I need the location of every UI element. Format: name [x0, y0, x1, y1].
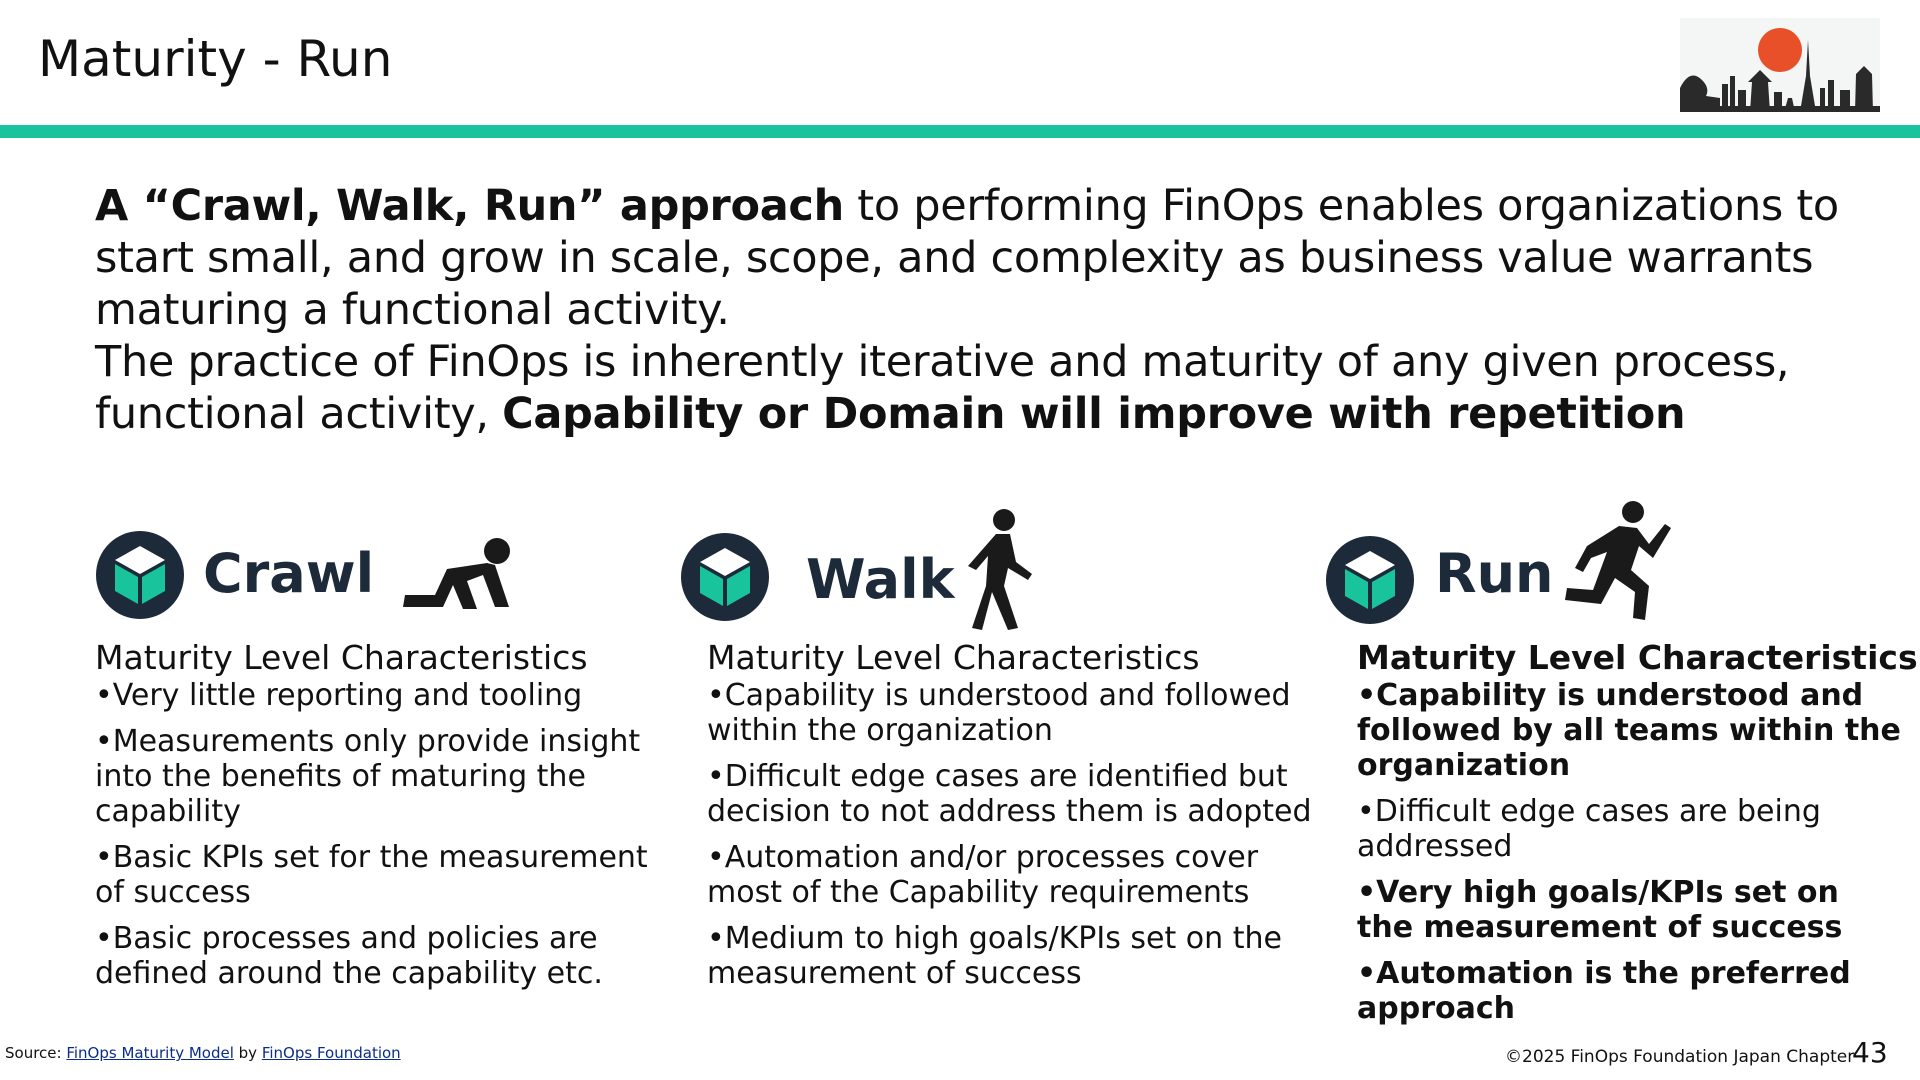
- intro-paragraph-1: [95, 180, 1885, 336]
- source-label: Source:: [5, 1044, 67, 1062]
- maturity-heading-crawl: Maturity Level Characteristics: [95, 638, 588, 677]
- list-item: •Measurements only provide insight into the benefits of maturing the capability: [95, 724, 641, 829]
- running-person-icon: [1561, 500, 1673, 624]
- intro-bold-tail: Capability or Domain will improve with repetition: [502, 389, 1686, 439]
- stage-name-walk: Walk: [806, 548, 955, 611]
- header-accent-bar: [0, 125, 1920, 138]
- intro-paragraph-2: [95, 336, 1885, 440]
- bullet-list-crawl: [95, 678, 675, 1002]
- finops-cube-icon: [680, 532, 770, 622]
- intro-text: [95, 180, 1885, 440]
- intro-rest-2: The practice of FinOps is inherently iterative and maturity of any given process, functional activity,: [95, 337, 1790, 439]
- intro-bold-lead: A “Crawl, Walk, Run” approach: [95, 181, 844, 231]
- finops-cube-icon: [1325, 535, 1415, 625]
- list-item: •Medium to high goals/KPIs set on the measurement of success: [707, 921, 1282, 991]
- source-citation: [5, 1044, 401, 1062]
- slide-title: Maturity - Run: [38, 30, 393, 88]
- maturity-heading-walk: Maturity Level Characteristics: [707, 638, 1200, 677]
- walking-person-icon: [958, 508, 1042, 632]
- bullet-list-run: [1357, 678, 1905, 1037]
- sun-icon: [1758, 28, 1802, 72]
- maturity-model-link[interactable]: FinOps Maturity Model: [66, 1044, 234, 1062]
- page-number: 43: [1852, 1036, 1888, 1069]
- maturity-heading-run: Maturity Level Characteristics: [1357, 638, 1918, 677]
- list-item: •Difficult edge cases are being addressed: [1357, 794, 1821, 864]
- source-by: by: [233, 1044, 262, 1062]
- list-item: •Very high goals/KPIs set on the measurement of success: [1357, 875, 1843, 945]
- bullet-list-walk: [707, 678, 1332, 1002]
- crawling-person-icon: [397, 535, 513, 615]
- finops-cube-icon: [95, 530, 185, 620]
- copyright-text: ©2025 FinOps Foundation Japan Chapter: [1505, 1047, 1855, 1067]
- list-item: •Basic processes and policies are defined around the capability etc.: [95, 921, 603, 991]
- stage-name-run: Run: [1435, 542, 1554, 605]
- list-item: •Automation is the preferred approach: [1357, 956, 1851, 1026]
- intro-rest: to performing FinOps enables organizations to start small, and grow in scale, scope, and complexity as business value warrants maturing a functional activity.: [95, 181, 1839, 335]
- list-item: •Very little reporting and tooling: [95, 678, 583, 713]
- list-item: •Capability is understood and followed by all teams within the organization: [1357, 678, 1901, 783]
- finops-foundation-link[interactable]: FinOps Foundation: [261, 1044, 401, 1062]
- tokyo-skyline-image: [1680, 18, 1880, 112]
- stage-name-crawl: Crawl: [203, 542, 375, 605]
- list-item: •Difficult edge cases are identified but decision to not address them is adopted: [707, 759, 1312, 829]
- list-item: •Basic KPIs set for the measurement of success: [95, 840, 648, 910]
- list-item: •Capability is understood and followed within the organization: [707, 678, 1291, 748]
- list-item: •Automation and/or processes cover most of the Capability requirements: [707, 840, 1259, 910]
- skyline-illustration: [1680, 18, 1880, 112]
